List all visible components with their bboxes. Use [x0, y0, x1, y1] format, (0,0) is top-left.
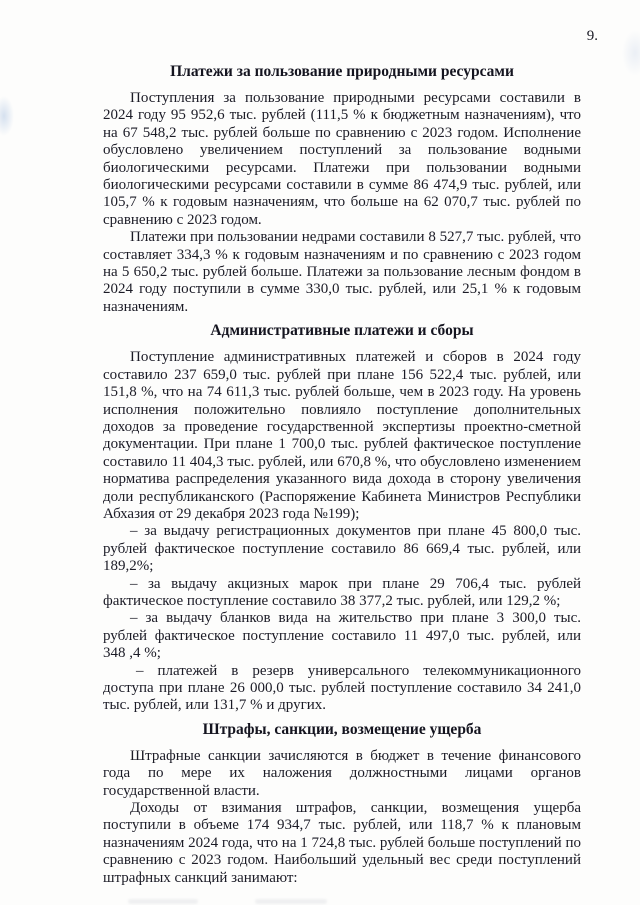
section-heading-administrative-fees: Административные платежи и сборы — [210, 322, 474, 340]
list-item-paragraph: – платежей в резерв универсального телекоммуникационного доступа при плане 26 000,0 тыс. рублей поступление составило 34 241,0 тыс. рублей, или 131,7 % и других. — [103, 662, 581, 714]
paragraph: Платежи при пользовании недрами составили 8 527,7 тыс. рублей, что составляет 334,3 % к годовым назначениям и по сравнению с 2023 годом на 5 650,2 тыс. рублей больше. Платежи за пользование лесным фондом в 2024 году поступили в сумме 330,0 тыс. рублей, или 25,1 % к годовым назначениям. — [103, 229, 581, 315]
paragraph: Доходы от взимания штрафов, санкции, возмещения ущерба поступили в объеме 174 934,7 тыс. рублей, или 118,7 % к плановым назначениям 2024 года, что на 1 724,8 тыс. рублей больше поступлений по сравнению с 2023 годом. Наибольший удельный вес среди поступлений штрафных санкций занимают: — [103, 800, 581, 886]
scan-ghost-artifact — [255, 899, 327, 904]
list-item-paragraph: – за выдачу акцизных марок при плане 29 706,4 тыс. рублей фактическое поступление составило 38 377,2 тыс. рублей, или 129,2 %; — [103, 575, 581, 609]
page-content — [103, 63, 581, 887]
list-item-paragraph: – за выдачу бланков вида на жительство при плане 3 300,0 тыс. рублей фактическое поступление составило 11 497,0 тыс. рублей, или 348 ,4 %; — [103, 610, 581, 662]
section-heading-natural-resource-payments: Платежи за пользование природными ресурсами — [170, 63, 514, 80]
page-number: 9. — [586, 28, 598, 44]
list-item-paragraph: – за выдачу регистрационных документов при плане 45 800,0 тыс. рублей фактическое поступление составило 86 669,4 тыс. рублей, или 189,2%; — [103, 523, 581, 575]
paragraph: Штрафные санкции зачисляются в бюджет в течение финансового года по мере их наложения должностными лицами органов государственной власти. — [103, 747, 581, 799]
scan-smudge — [0, 96, 14, 136]
scan-ghost-artifact — [128, 899, 198, 904]
paragraph: Поступление административных платежей и сборов в 2024 году составило 237 659,0 тыс. рублей при плане 156 522,4 тыс. рублей, или 151,8 %, что на 74 611,3 тыс. рублей больше, чем в 2023 году. На уровень исполнения положительно повлияло поступление дополнительных доходов за проведение государственной экспертизы проектно-сметной документации. При плане 1 700,0 тыс. рублей фактическое поступление составило 11 404,3 тыс. рублей, или 670,8 %, что обусловлено изменением норматива распределения указанного вида дохода в сторону увеличения доли республиканского (Распоряжение Кабинета Министров Республики Абхазия от 29 декабря 2023 года №199); — [103, 349, 581, 522]
section-heading-fines-sanctions: Штрафы, санкции, возмещение ущерба — [202, 720, 482, 738]
paragraph: Поступления за пользование природными ресурсами составили в 2024 году 95 952,6 тыс. рублей (111,5 % к бюджетным назначениям), что на 67 548,2 тыс. рублей больше по сравнению с 2023 годом. Исполнение обусловлено увеличением поступлений за пользование водными биологическими ресурсами. Платежи при пользовании водными биологическими ресурсами составили в сумме 86 474,9 тыс. рублей, или 105,7 % к годовым назначениям, что больше на 62 070,7 тыс. рублей по сравнению с 2023 годом. — [103, 90, 581, 228]
scan-smudge — [622, 30, 640, 76]
